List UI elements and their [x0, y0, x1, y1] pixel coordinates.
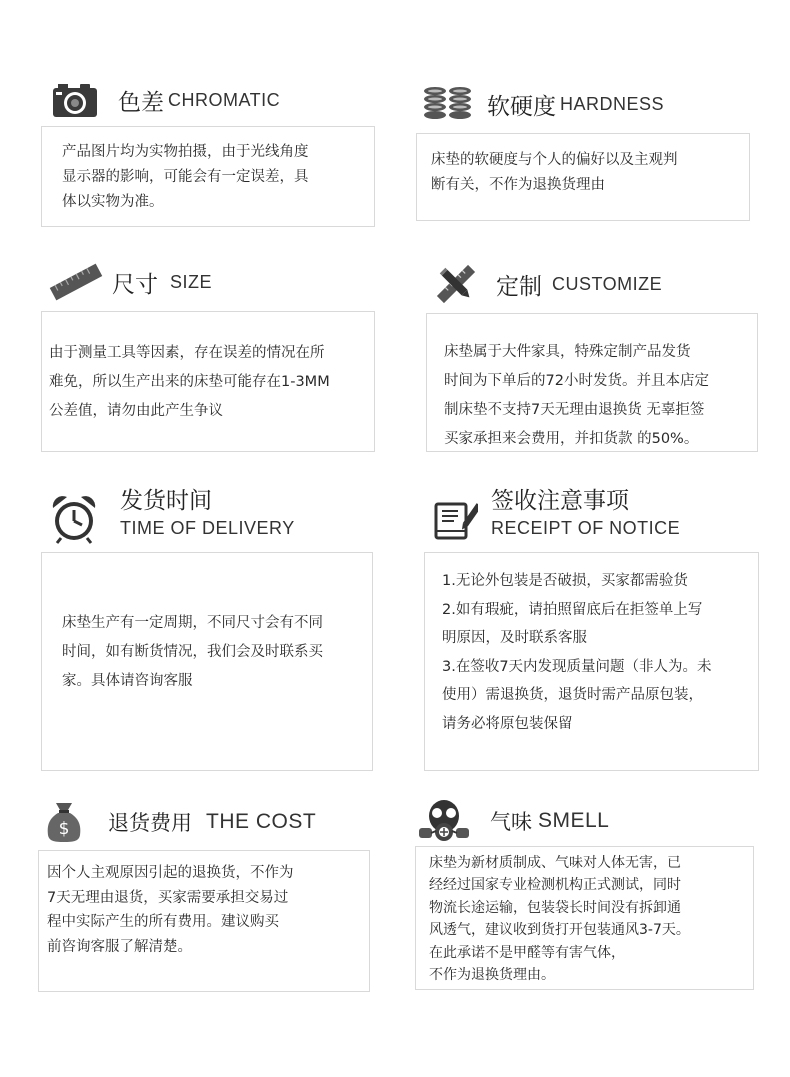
- svg-text:$: $: [58, 819, 70, 839]
- delivery-box: [41, 552, 373, 771]
- money-bag-icon: [46, 801, 82, 843]
- cost-line: 因个人主观原因引起的退换货，不作为: [47, 865, 294, 881]
- size-title-en: SIZE: [170, 271, 213, 292]
- delivery-title-en: TIME OF DELIVERY: [120, 518, 295, 538]
- receipt-line: 明原因，及时联系客服: [442, 630, 587, 647]
- hardness-line: 断有关，不作为退换货理由: [431, 177, 605, 193]
- receipt-line: 3.在签收7天内发现质量问题（非人为。未: [442, 658, 712, 675]
- hardness-title-cn: 软硬度: [487, 93, 556, 120]
- customize-box: [426, 313, 758, 452]
- camera-icon: [52, 82, 98, 118]
- chromatic-header: [52, 80, 280, 120]
- pencil-ruler-icon: [436, 264, 476, 304]
- chromatic-title-en: CHROMATIC: [168, 89, 281, 110]
- cost-line: 程中实际产生的所有费用。建议购买: [47, 914, 279, 930]
- receipt-box: [424, 552, 759, 771]
- cost-title-cn: 退货费用: [108, 811, 192, 835]
- smell-box: [415, 846, 754, 990]
- size-line: 公差值，请勿由此产生争议: [49, 403, 223, 419]
- delivery-line: 时间，如有断货情况，我们会及时联系买: [62, 644, 323, 660]
- smell-line: 物流长途运输，包装袋长时间没有拆卸通: [429, 899, 681, 916]
- cost-line: 7天无理由退货，买家需要承担交易过: [47, 889, 289, 906]
- cost-title-en: THE COST: [206, 810, 317, 833]
- cost-box: [38, 850, 370, 992]
- size-line: 难免，所以生产出来的床垫可能存在1-3MM: [49, 374, 330, 390]
- smell-line: 经经过国家专业检测机构正式测试，同时: [429, 877, 681, 894]
- receipt-line: 2.如有瑕疵，请拍照留底后在拒签单上写: [442, 601, 703, 618]
- chromatic-line: 体以实物为准。: [62, 194, 164, 210]
- size-box: [41, 311, 375, 452]
- alarm-clock-icon: [50, 494, 98, 544]
- size-line: 由于测量工具等因素，存在误差的情况在所: [49, 345, 325, 361]
- hardness-title-en: HARDNESS: [560, 93, 665, 114]
- receipt-title-en: RECEIPT OF NOTICE: [491, 518, 681, 538]
- size-title-cn: 尺寸: [112, 271, 158, 298]
- spring-icon: [423, 86, 473, 122]
- chromatic-box: [41, 126, 375, 227]
- chromatic-line: 产品图片均为实物拍摄，由于光线角度: [62, 144, 309, 160]
- ruler-icon: [48, 262, 104, 302]
- receipt-title-cn: 签收注意事项: [491, 488, 629, 514]
- customize-title-cn: 定制: [496, 273, 542, 300]
- hardness-line: 床垫的软硬度与个人的偏好以及主观判: [431, 152, 678, 168]
- gas-mask-icon: [418, 798, 470, 844]
- delivery-title-cn: 发货时间: [120, 488, 212, 514]
- hardness-header: [423, 84, 664, 124]
- smell-title-en: SMELL: [538, 809, 610, 832]
- smell-title-cn: 气味: [490, 810, 532, 834]
- delivery-line: 床垫生产有一定周期，不同尺寸会有不同: [62, 615, 323, 631]
- chromatic-line: 显示器的影响，可能会有一定误差，具: [62, 169, 309, 185]
- delivery-line: 家。具体请咨询客服: [62, 673, 193, 689]
- cost-line: 前咨询客服了解清楚。: [47, 938, 192, 955]
- customize-line: 床垫属于大件家具，特殊定制产品发货: [444, 344, 691, 360]
- smell-line: 风透气，建议收到货打开包装通风3-7天。: [429, 922, 690, 939]
- smell-line: 不作为退换货理由。: [429, 967, 555, 984]
- smell-line: 在此承诺不是甲醛等有害气体，: [429, 944, 625, 961]
- customize-header: [436, 264, 662, 304]
- customize-line: 时间为下单后的72小时发货。并且本店定: [444, 373, 709, 389]
- receipt-line: 使用）需退换货，退货时需产品原包装，: [442, 687, 703, 704]
- receipt-line: 1.无论外包装是否破损，买家都需验货: [442, 573, 688, 589]
- customize-title-en: CUSTOMIZE: [552, 273, 663, 294]
- customize-line: 买家承担来会费用，并扣货款 的50%。: [444, 431, 699, 447]
- size-header: [48, 262, 212, 302]
- chromatic-title-cn: 色差: [118, 89, 164, 116]
- customize-line: 制床垫不支持7天无理由退换货 无辜拒签: [444, 402, 705, 418]
- receipt-line: 请务必将原包装保留: [442, 715, 573, 732]
- smell-header: [418, 797, 609, 845]
- tablet-pen-icon: [434, 500, 478, 540]
- hardness-box: [416, 133, 750, 221]
- smell-line: 床垫为新材质制成、气味对人体无害，已: [429, 855, 681, 871]
- cost-header: [46, 800, 316, 844]
